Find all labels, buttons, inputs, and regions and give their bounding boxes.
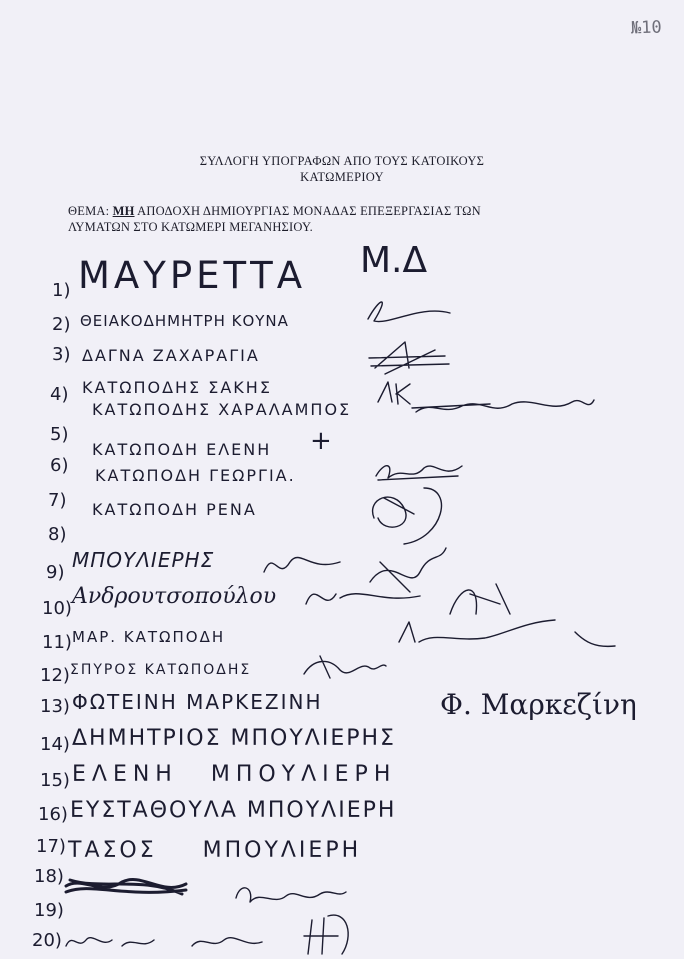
entry-number: 14) bbox=[40, 734, 70, 755]
entry-number: 2) bbox=[52, 314, 71, 335]
entry-number: 20) bbox=[32, 930, 62, 951]
entry-number: 12) bbox=[40, 665, 70, 686]
entry-number: 13) bbox=[40, 696, 70, 717]
entry-number: 1) bbox=[52, 280, 71, 301]
entry-name: ΣΠΥΡΟΣ ΚΑΤΩΠΟΔΗΣ bbox=[70, 662, 252, 678]
entry-number: 4) bbox=[50, 384, 69, 405]
entry-name: ΘΕΙΑΚΟΔΗΜΗΤΡΗ ΚΟΥΝΑ bbox=[80, 312, 289, 330]
entry-signature: Φ. Μαρκεζίνη bbox=[440, 688, 637, 721]
heading-line-1: ΣΥΛΛΟΓΗ ΥΠΟΓΡΑΦΩΝ ΑΠΟ ΤΟΥΣ ΚΑΤΟΙΚΟΥΣ bbox=[199, 154, 485, 168]
document-heading bbox=[0, 153, 684, 185]
entry-number: 9) bbox=[46, 562, 65, 583]
entry-name: ΚΑΤΩΠΟΔΗ ΓΕΩΡΓΙΑ. bbox=[95, 466, 296, 485]
entry-number: 16) bbox=[38, 804, 68, 825]
entry-number: 15) bbox=[40, 770, 70, 791]
handwritten-name-scribble bbox=[62, 926, 282, 956]
entry-name: ΚΑΤΩΠΟΔΗΣ ΧΑΡΑΛΑΜΠΟΣ bbox=[92, 400, 352, 419]
signature-scribble bbox=[374, 378, 414, 408]
subject-line-2: ΛΥΜΑΤΩΝ ΣΤΟ ΚΑΤΩΜΕΡΙ ΜΕΓΑΝΗΣΙΟΥ. bbox=[68, 220, 313, 234]
signature-scribble bbox=[298, 906, 358, 959]
redacted-name-scribble bbox=[62, 872, 192, 902]
entry-number: 17) bbox=[36, 836, 66, 857]
signature-scribble bbox=[360, 295, 460, 335]
entry-name: ΚΑΤΩΠΟΔΗ ΡΕΝΑ bbox=[92, 500, 257, 519]
entry-name: ΜΠΟΥΛΙΕΡΗΣ bbox=[72, 548, 215, 572]
subject-emphasis: ΜΗ bbox=[112, 204, 135, 218]
entry-name: ΚΑΤΩΠΟΔΗ ΕΛΕΝΗ bbox=[92, 440, 272, 459]
entry-name: ΕΛΕΝΗ ΜΠΟΥΛΙΕΡΗ bbox=[72, 762, 397, 787]
entry-number: 8) bbox=[48, 524, 67, 545]
entry-name: ΤΑΣΟΣ ΜΠΟΥΛΙΕΡΗ bbox=[68, 838, 362, 863]
signature-scribble bbox=[412, 392, 597, 422]
entry-number: 3) bbox=[52, 344, 71, 365]
entry-name: ΚΑΤΩΠΟΔΗΣ ΣΑΚΗΣ bbox=[82, 378, 272, 397]
entry-number: 18) bbox=[34, 866, 64, 887]
entry-name: Ανδρουτσοπούλου bbox=[72, 584, 277, 609]
page-number: №10 bbox=[630, 17, 663, 39]
signature-scribble bbox=[395, 612, 625, 652]
entry-name: ΔΗΜΗΤΡΙΟΣ ΜΠΟΥΛΙΕΡΗΣ bbox=[72, 726, 396, 751]
entry-name: ΜΑΡ. ΚΑΤΩΠΟΔΗ bbox=[72, 628, 226, 646]
entry-number: 11) bbox=[42, 632, 72, 653]
entry-name: ΕΥΣΤΑΘΟΥΛΑ ΜΠΟΥΛΙΕΡΗ bbox=[70, 798, 397, 823]
entry-number: 6) bbox=[50, 455, 69, 476]
subject-label: ΘΕΜΑ: bbox=[68, 204, 110, 218]
entry-number: 19) bbox=[34, 900, 64, 921]
signature-scribble bbox=[364, 478, 464, 548]
signature-scribble bbox=[365, 338, 455, 378]
document-subject bbox=[68, 203, 548, 235]
subject-text-1: ΑΠΟΔΟΧΗ ΔΗΜΙΟΥΡΓΙΑΣ ΜΟΝΑΔΑΣ ΕΠΕΞΕΡΓΑΣΙΑΣ ΤΩΝ bbox=[134, 204, 481, 218]
signature-scribble bbox=[300, 652, 390, 682]
entry-name: ΔΑΓΝΑ ΖΑΧΑΡΑΓΙΑ bbox=[82, 346, 260, 365]
entry-signature: Μ.Δ bbox=[360, 240, 428, 281]
subject-line-1 bbox=[68, 203, 548, 219]
entry-number: 10) bbox=[42, 598, 72, 619]
entry-number: 5) bbox=[50, 424, 69, 445]
entry-number: 7) bbox=[48, 490, 67, 511]
entry-name: ΦΩΤΕΙΝΗ ΜΑΡΚΕΖΙΝΗ bbox=[72, 690, 323, 714]
entry-signature: + bbox=[310, 426, 332, 456]
heading-line-2: ΚΑΤΩΜΕΡΙΟΥ bbox=[300, 170, 384, 184]
entry-name: ΜΑΥΡΕΤΤΑ bbox=[78, 254, 307, 297]
